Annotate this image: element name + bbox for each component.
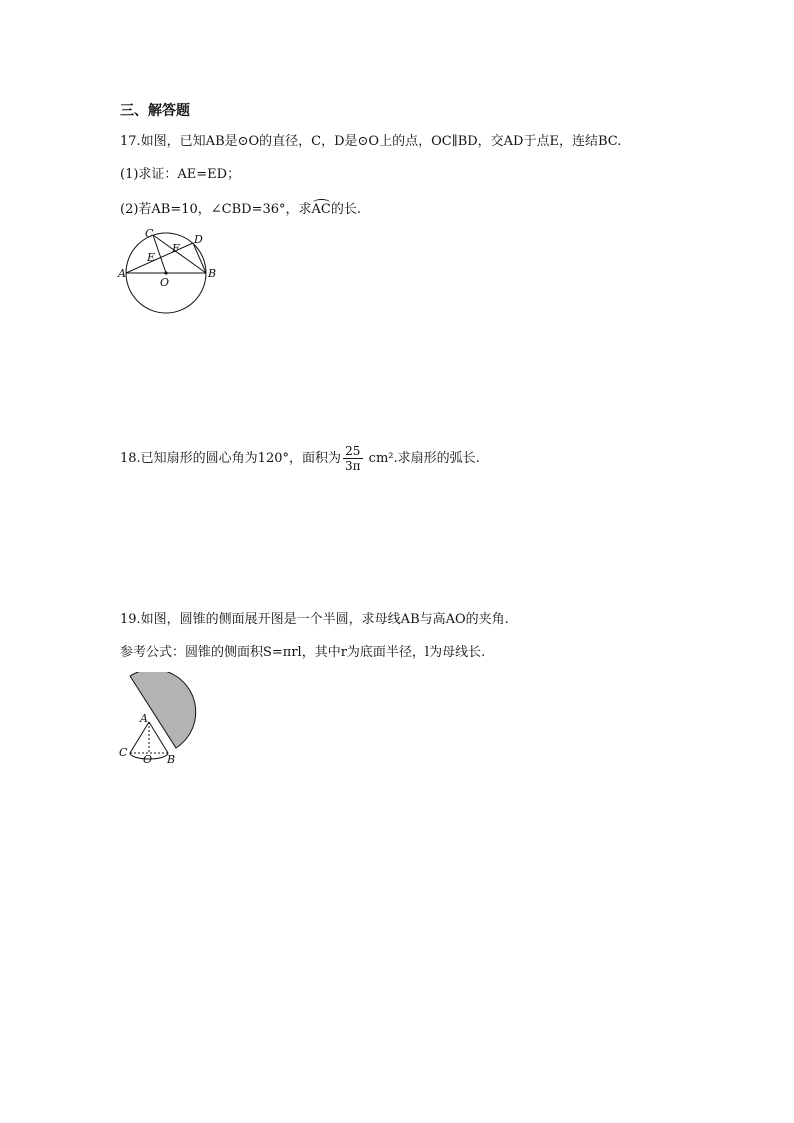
label-d: D: [194, 233, 203, 246]
center-point: [164, 271, 167, 274]
label-a: A: [140, 712, 148, 725]
label-b: B: [208, 267, 217, 280]
label-f: F: [172, 242, 180, 255]
generatrix-ac: [130, 722, 149, 753]
label-a: A: [118, 267, 126, 280]
label-o: O: [160, 276, 170, 289]
chord-ad: [126, 243, 193, 273]
q18-frac-num: 25: [343, 444, 363, 459]
q18-fraction: [343, 444, 363, 473]
label-b: B: [167, 753, 176, 766]
section-heading: 三、解答题: [120, 103, 190, 119]
label-c: C: [145, 227, 154, 240]
q19-stem: 19.如图，圆锥的侧面展开图是一个半圆，求母线AB与高AO的夹角.: [120, 612, 509, 627]
q17-part2: [120, 201, 361, 219]
q18-pre: 18.已知扇形的圆心角为120°，面积为: [120, 451, 341, 466]
q17-arc-ac: AC: [311, 202, 331, 217]
q17-part2-post: 的长.: [330, 202, 362, 217]
q17-part1: (1)求证：AE=ED；: [120, 167, 241, 182]
q18-frac-den: 3π: [345, 459, 361, 473]
q19-cone-figure: [116, 672, 200, 766]
label-c: C: [119, 746, 128, 759]
q18-post: cm².求扇形的弧长.: [364, 451, 480, 466]
label-o: O: [143, 753, 153, 766]
q19-formula: 参考公式：圆锥的侧面积S=πrl，其中r为底面半径，l为母线长.: [120, 645, 486, 660]
q18-stem: [120, 442, 480, 476]
q17-part2-pre: (2)若AB=10，∠CBD=36°，求: [120, 202, 312, 217]
q17-stem: 17.如图，已知AB是⊙O的直径，C，D是⊙O上的点，OC∥BD，交AD于点E，连结BC.: [120, 134, 622, 149]
q17-circle-figure: [114, 226, 224, 318]
label-e: E: [147, 251, 156, 264]
